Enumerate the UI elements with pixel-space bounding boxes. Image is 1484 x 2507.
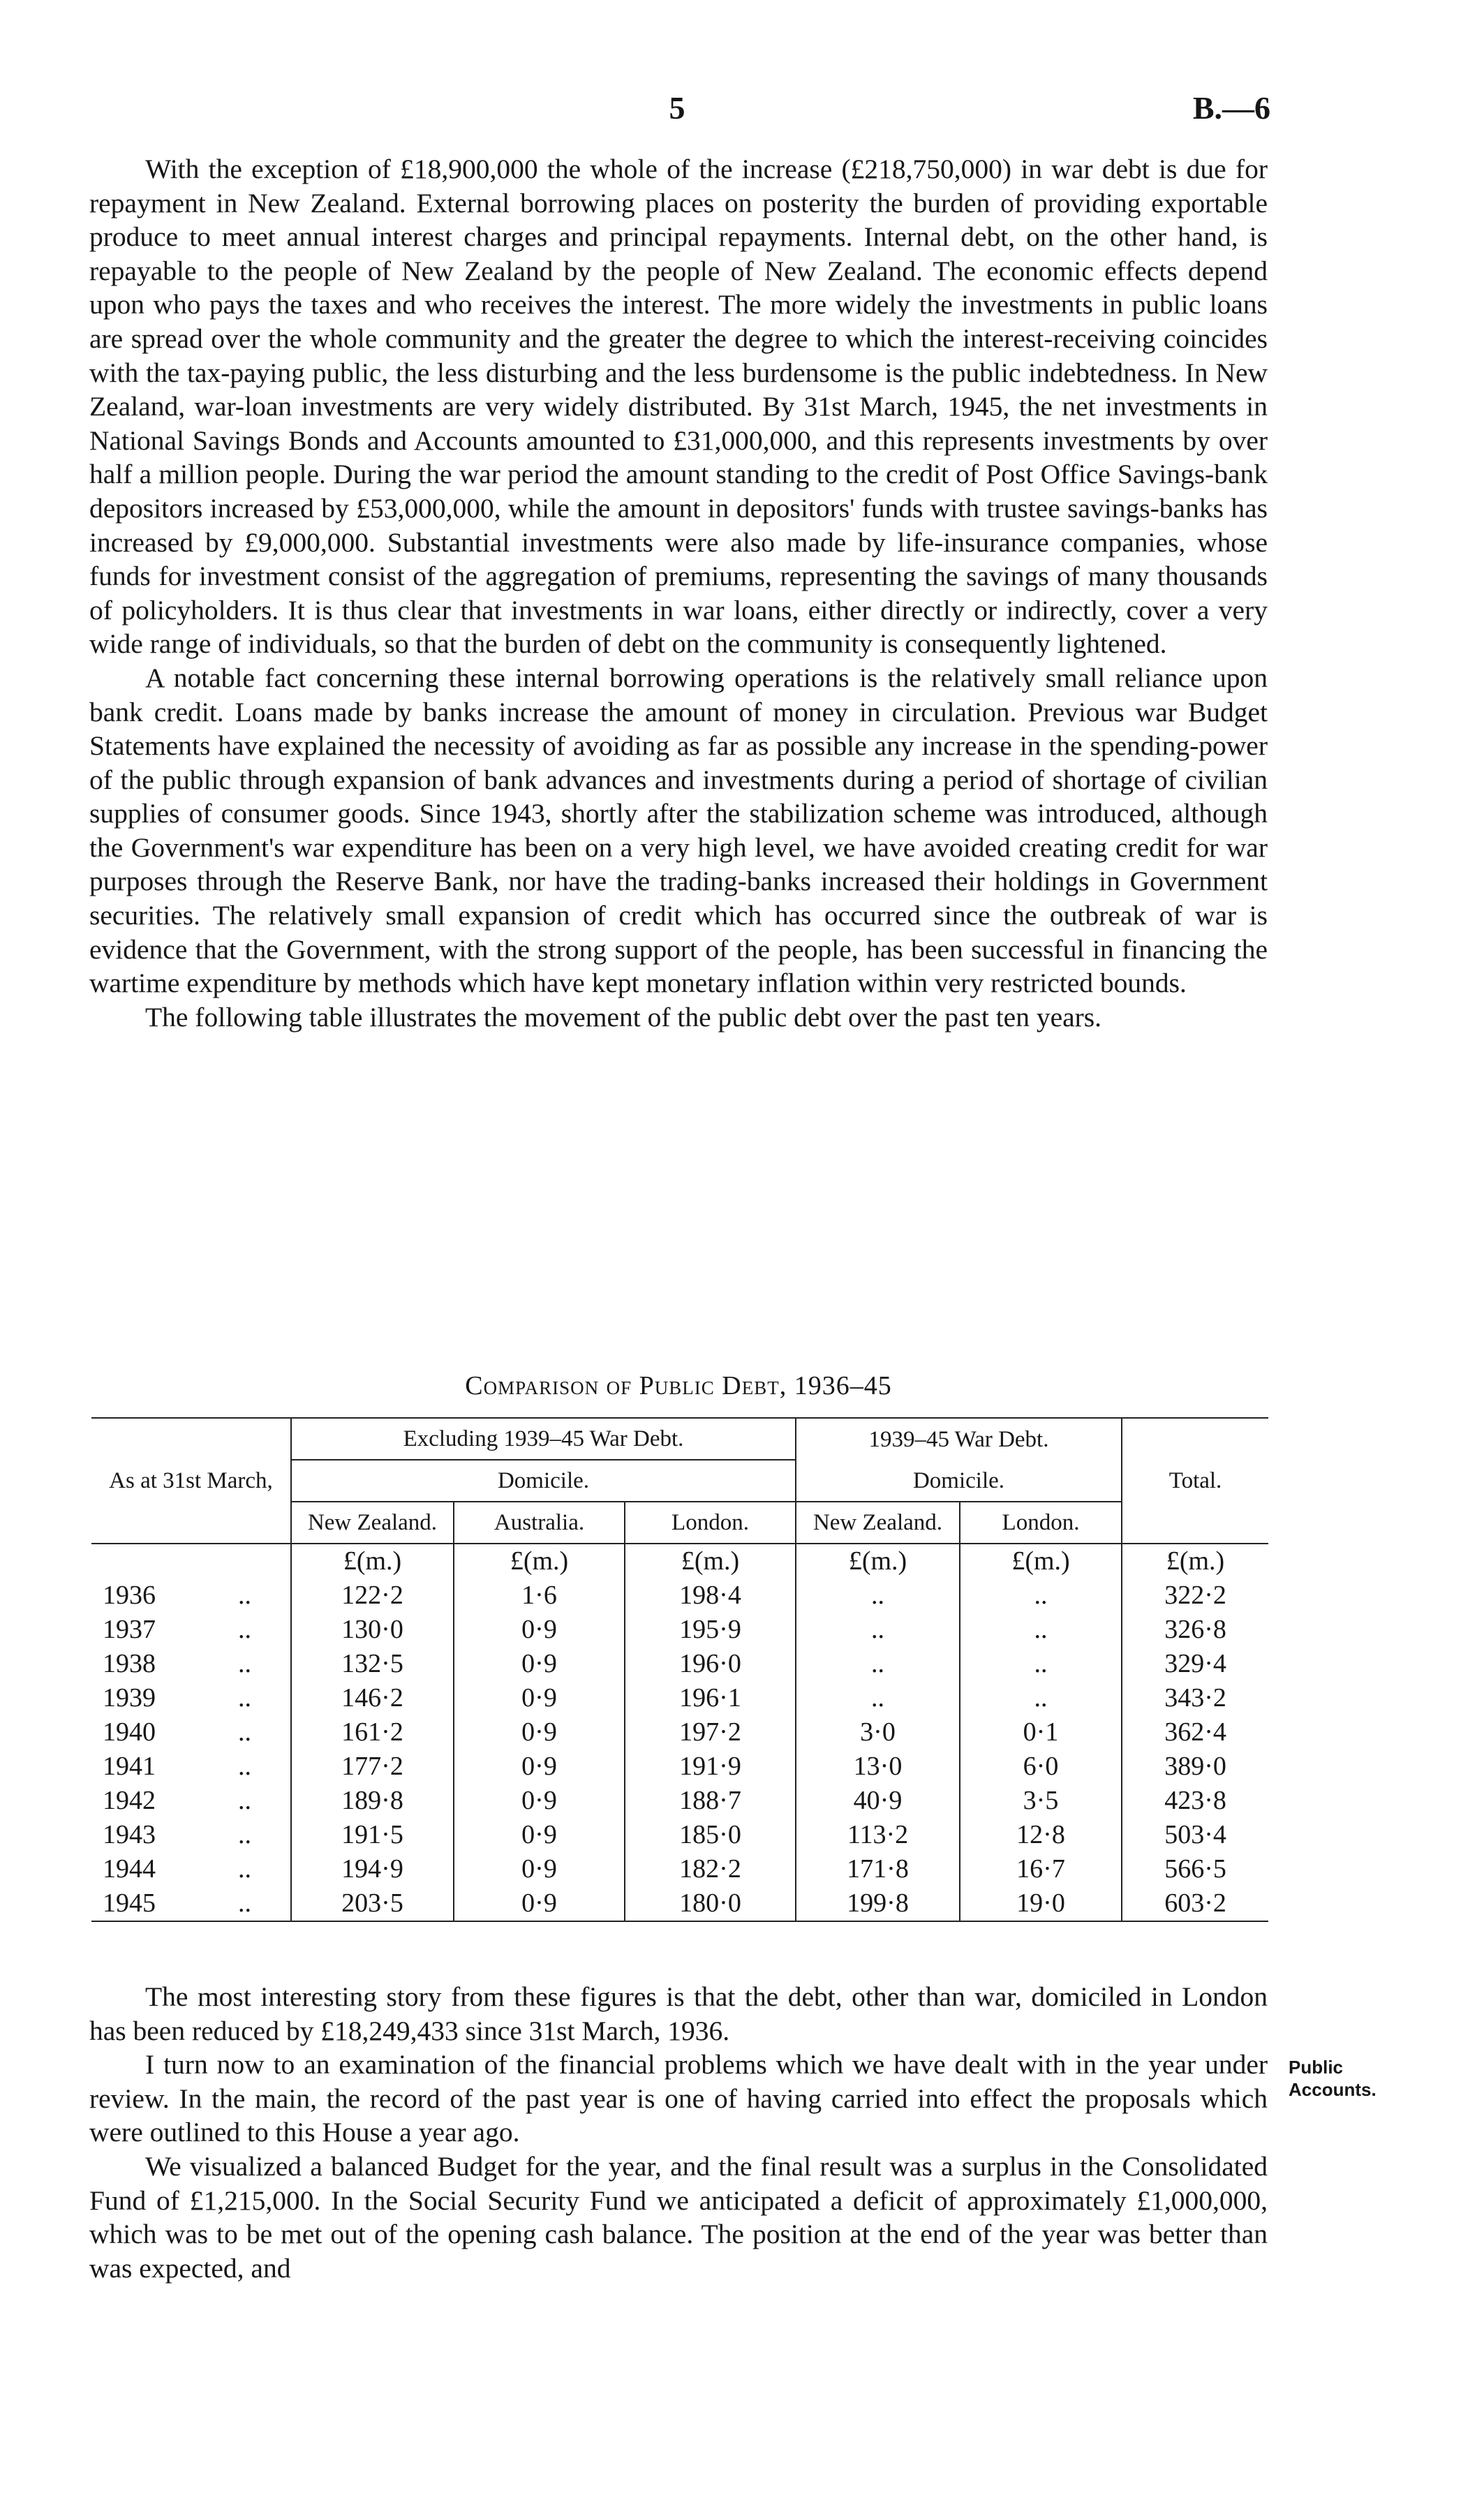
header-domicile: Domicile.: [291, 1460, 796, 1502]
table-row: [91, 1750, 1268, 1784]
unit-label: £(m.): [796, 1544, 960, 1578]
header-excluding-war-debt: Excluding 1939–45 War Debt.: [291, 1418, 796, 1460]
value-cell-total: 423·8: [1122, 1784, 1268, 1818]
value-cell-war-nz: ..: [796, 1647, 960, 1681]
unit-label: £(m.): [625, 1544, 796, 1578]
value-cell-total: 503·4: [1122, 1818, 1268, 1852]
value-cell-aus: 0·9: [454, 1784, 625, 1818]
unit-label: £(m.): [291, 1544, 454, 1578]
value-cell-aus: 0·9: [454, 1750, 625, 1784]
value-cell-lon: 191·9: [625, 1750, 796, 1784]
leader-dots: ..: [238, 1717, 251, 1747]
year-cell: 1939: [103, 1683, 156, 1713]
header-new-zealand: New Zealand.: [291, 1502, 454, 1544]
paragraph: With the exception of £18,900,000 the whole of the increase (£218,750,000) in war debt is due for repayment in New Zealand. External borrowing places on posterity the burden of providing exportable produce to meet annual interest charges and principal repayments. Internal debt, on the other hand, is repayable to the people of New Zealand by the people of New Zealand. The economic effects depend upon who pays the taxes and who receives the interest. The more widely the investments in public loans are spread over the whole community and the greater the degree to which the interest-receiving coincides with the tax-paying public, the less disturbing and the less burdensome is the public indebtedness. In New Zealand, war-loan investments are very widely distributed. By 31st March, 1945, the net investments in National Savings Bonds and Accounts amounted to £31,000,000, and this represents investments by over half a million people. During the war period the amount standing to the credit of Post Office Savings-bank depositors increased by £53,000,000, while the amount in depositors' funds with trustee savings-banks has increased by £9,000,000. Substantial investments were also made by life-insurance companies, whose funds for investment consist of the aggregation of premiums, representing the savings of many thousands of policyholders. It is thus clear that investments in war loans, either directly or indirectly, cover a very wide range of individuals, so that the burden of debt on the community is consequently lightened.: [89, 154, 1268, 660]
page-number: 5: [669, 90, 685, 126]
value-cell-war-lon: ..: [960, 1613, 1122, 1647]
value-cell-war-nz: 40·9: [796, 1784, 960, 1818]
value-cell-nz: 132·5: [291, 1647, 454, 1681]
table-row: [91, 1578, 1268, 1613]
paragraph: A notable fact concerning these internal borrowing operations is the relatively small reliance upon bank credit. Loans made by banks increase the amount of money in circulation. Previous war Budget Statements have explained the necessity of avoiding as far as possible any increase in the spending-power of the public through expansion of bank advances and investments during a period of shortage of civilian supplies of consumer goods. Since 1943, shortly after the stabilization scheme was introduced, although the Government's war expenditure has been on a very high level, we have avoided creating credit for war purposes through the Reserve Bank, nor have the trading-banks increased their holdings in Government securities. The relatively small expansion of credit which has occurred since the outbreak of war is evidence that the Government, with the strong support of the people, has been successful in financing the wartime expenditure by methods which have kept monetary inflation within very restricted bounds.: [89, 662, 1268, 999]
year-cell: 1940: [103, 1717, 156, 1747]
table-row: [91, 1715, 1268, 1750]
table-row: [91, 1852, 1268, 1886]
body-text-bottom: [89, 1980, 1268, 2285]
year-cell: 1942: [103, 1786, 156, 1815]
header-war-new-zealand: New Zealand.: [796, 1502, 960, 1544]
value-cell-lon: 185·0: [625, 1818, 796, 1852]
value-cell-total: 362·4: [1122, 1715, 1268, 1750]
value-cell-lon: 196·0: [625, 1647, 796, 1681]
value-cell-total: 389·0: [1122, 1750, 1268, 1784]
value-cell-total: 603·2: [1122, 1886, 1268, 1921]
table-row: [91, 1886, 1268, 1921]
header-london: London.: [625, 1502, 796, 1544]
paragraph: I turn now to an examination of the financial problems which we have dealt with in the year under review. In the main, the record of the past year is one of having carried into effect the proposals which were outlined to this House a year ago.: [89, 2049, 1268, 2148]
leader-dots: ..: [238, 1888, 251, 1918]
value-cell-war-lon: 16·7: [960, 1852, 1122, 1886]
value-cell-lon: 182·2: [625, 1852, 796, 1886]
value-cell-nz: 177·2: [291, 1750, 454, 1784]
value-cell-nz: 122·2: [291, 1578, 454, 1613]
leader-dots: ..: [238, 1683, 251, 1713]
header-war-debt: 1939–45 War Debt.: [796, 1418, 1122, 1460]
leader-dots: ..: [238, 1581, 251, 1610]
value-cell-war-lon: ..: [960, 1681, 1122, 1715]
value-cell-lon: 188·7: [625, 1784, 796, 1818]
year-cell: 1937: [103, 1615, 156, 1644]
value-cell-war-nz: 3·0: [796, 1715, 960, 1750]
header-as-at: As at 31st March,: [109, 1468, 273, 1493]
header-domicile-war: Domicile.: [796, 1460, 1122, 1502]
value-cell-total: 326·8: [1122, 1613, 1268, 1647]
value-cell-war-lon: 3·5: [960, 1784, 1122, 1818]
header-war-london: London.: [960, 1502, 1122, 1544]
value-cell-war-lon: 12·8: [960, 1818, 1122, 1852]
table-row: [91, 1784, 1268, 1818]
value-cell-war-nz: ..: [796, 1681, 960, 1715]
table-row: [91, 1818, 1268, 1852]
value-cell-total: 343·2: [1122, 1681, 1268, 1715]
year-cell: 1936: [103, 1581, 156, 1610]
value-cell-nz: 130·0: [291, 1613, 454, 1647]
value-cell-nz: 146·2: [291, 1681, 454, 1715]
value-cell-war-lon: 19·0: [960, 1886, 1122, 1921]
value-cell-nz: 194·9: [291, 1852, 454, 1886]
value-cell-war-nz: ..: [796, 1578, 960, 1613]
unit-label: £(m.): [960, 1544, 1122, 1578]
value-cell-war-lon: 6·0: [960, 1750, 1122, 1784]
paragraph: The following table illustrates the movement of the public debt over the past ten years.: [145, 1001, 1102, 1033]
value-cell-lon: 198·4: [625, 1578, 796, 1613]
value-cell-war-nz: 113·2: [796, 1818, 960, 1852]
leader-dots: ..: [238, 1786, 251, 1815]
value-cell-aus: 0·9: [454, 1613, 625, 1647]
value-cell-war-nz: 199·8: [796, 1886, 960, 1921]
paragraph: We visualized a balanced Budget for the year, and the final result was a surplus in the Consolidated Fund of £1,215,000. In the Social Security Fund we anticipated a deficit of approximately £1,000,000, which was to be met out of the opening cash balance. The position at the end of the year was better than was expected, and: [89, 2150, 1268, 2284]
value-cell-total: 322·2: [1122, 1578, 1268, 1613]
year-cell: 1944: [103, 1854, 156, 1884]
value-cell-aus: 0·9: [454, 1886, 625, 1921]
value-cell-aus: 0·9: [454, 1681, 625, 1715]
value-cell-total: 329·4: [1122, 1647, 1268, 1681]
document-reference: B.—6: [1192, 90, 1270, 126]
public-debt-table: [91, 1417, 1268, 1929]
value-cell-aus: 0·9: [454, 1715, 625, 1750]
value-cell-nz: 203·5: [291, 1886, 454, 1921]
value-cell-war-nz: 13·0: [796, 1750, 960, 1784]
header-australia: Australia.: [454, 1502, 625, 1544]
value-cell-aus: 0·9: [454, 1818, 625, 1852]
unit-label: £(m.): [1122, 1544, 1268, 1578]
value-cell-nz: 189·8: [291, 1784, 454, 1818]
value-cell-aus: 0·9: [454, 1852, 625, 1886]
value-cell-nz: 161·2: [291, 1715, 454, 1750]
value-cell-war-nz: ..: [796, 1613, 960, 1647]
paragraph: The most interesting story from these figures is that the debt, other than war, domiciled in London has been reduced by £18,249,433 since 31st March, 1936.: [89, 1981, 1268, 2046]
value-cell-lon: 180·0: [625, 1886, 796, 1921]
value-cell-war-lon: ..: [960, 1647, 1122, 1681]
leader-dots: ..: [238, 1649, 251, 1678]
value-cell-lon: 196·1: [625, 1681, 796, 1715]
table-row: [91, 1647, 1268, 1681]
value-cell-lon: 195·9: [625, 1613, 796, 1647]
year-cell: 1945: [103, 1888, 156, 1918]
year-cell: 1938: [103, 1649, 156, 1678]
table-row: [91, 1681, 1268, 1715]
marginal-note: Public Accounts.: [1289, 2057, 1377, 2100]
table-caption: Comparison of Public Debt, 1936–45: [465, 1371, 892, 1400]
leader-dots: ..: [238, 1854, 251, 1884]
value-cell-nz: 191·5: [291, 1818, 454, 1852]
unit-row: [91, 1544, 1268, 1578]
value-cell-aus: 0·9: [454, 1647, 625, 1681]
table-row: [91, 1613, 1268, 1647]
value-cell-lon: 197·2: [625, 1715, 796, 1750]
leader-dots: ..: [238, 1820, 251, 1849]
value-cell-war-lon: 0·1: [960, 1715, 1122, 1750]
year-cell: 1941: [103, 1752, 156, 1781]
body-text-top: [89, 152, 1268, 1034]
unit-label: £(m.): [454, 1544, 625, 1578]
value-cell-war-nz: 171·8: [796, 1852, 960, 1886]
value-cell-total: 566·5: [1122, 1852, 1268, 1886]
leader-dots: ..: [238, 1615, 251, 1644]
value-cell-aus: 1·6: [454, 1578, 625, 1613]
year-cell: 1943: [103, 1820, 156, 1849]
header-total: Total.: [1122, 1418, 1268, 1544]
value-cell-war-lon: ..: [960, 1578, 1122, 1613]
leader-dots: ..: [238, 1752, 251, 1781]
